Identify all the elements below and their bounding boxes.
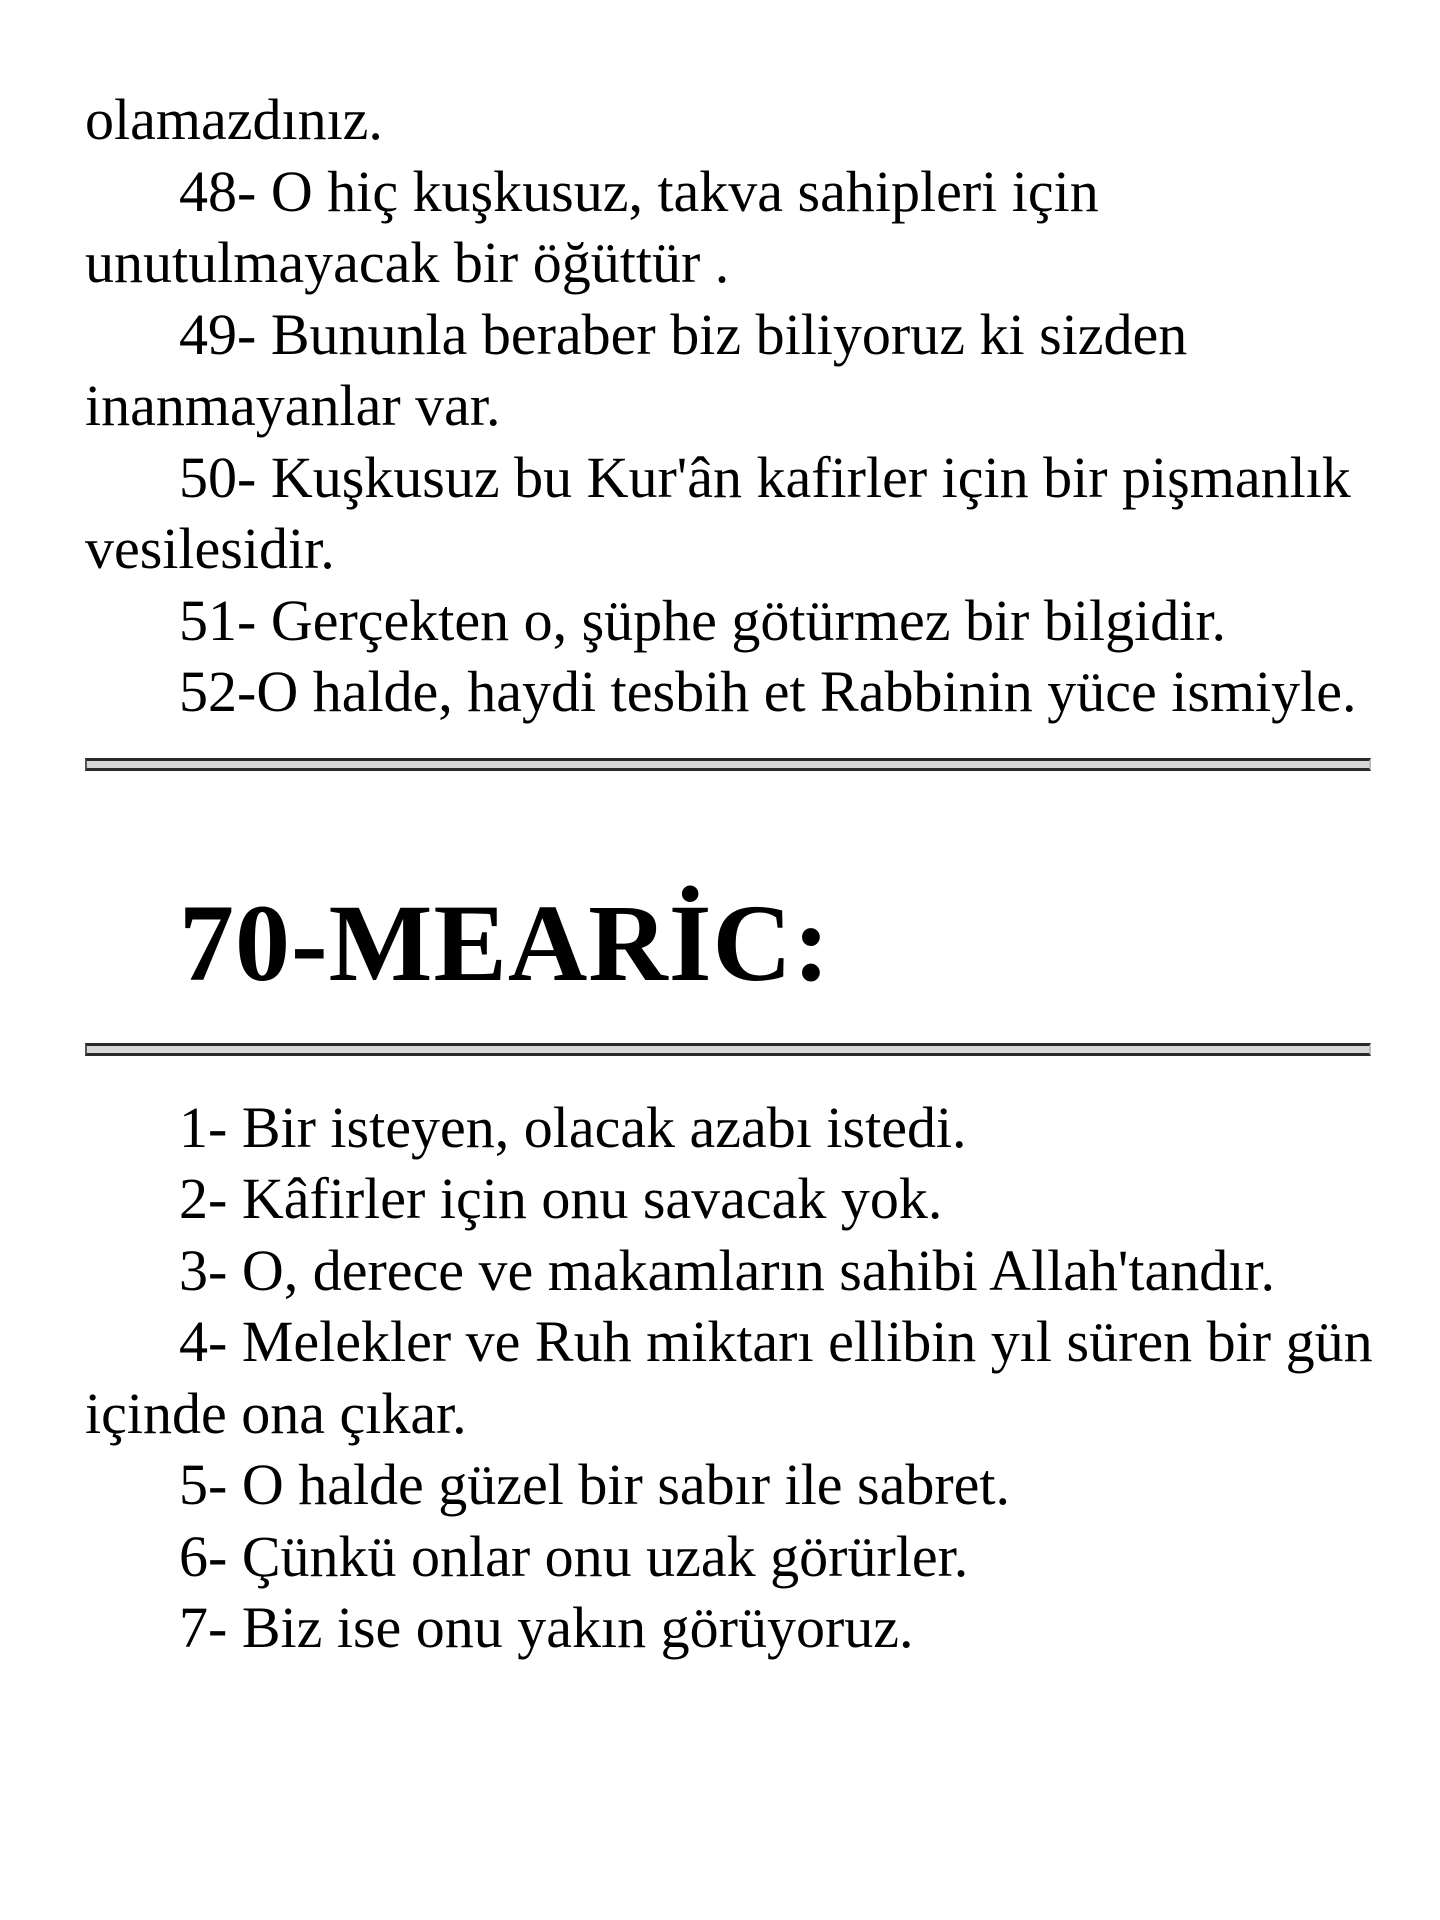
verse-51: 51- Gerçekten o, şüphe götürmez bir bilgidir. [179,587,1226,653]
horizontal-divider-bottom [85,1043,1371,1056]
verse-7: 7- Biz ise onu yakın görüyoruz. [179,1595,914,1660]
verse-49: 49- Bununla beraber biz biliyoruz ki sizden inanmayanlar var. [85,301,1188,438]
surah-verses [85,1092,1385,1664]
surah-heading: 70-MEARİC: [179,881,831,1004]
verse-3: 3- O, derece ve makamların sahibi Allah'tandır. [179,1237,1275,1303]
document-page [85,84,1385,1664]
verse-48: 48- O hiç kuşkusuz, takva sahipleri için unutulmayacak bir öğüttür . [85,158,1099,295]
verse-2: 2- Kâfirler için onu savacak yok. [179,1166,943,1231]
verse-5: 5- O halde güzel bir sabır ile sabret. [179,1452,1011,1517]
continuation-text: olamazdınız. [85,87,383,152]
verse-4: 4- Melekler ve Ruh miktarı ellibin yıl süren bir gün içinde ona çıkar. [85,1309,1373,1446]
verse-52: 52-O halde, haydi tesbih et Rabbinin yüce ismiyle. [179,659,1357,724]
verse-1: 1- Bir isteyen, olacak azabı istedi. [179,1094,967,1160]
verse-6: 6- Çünkü onlar onu uzak görürler. [179,1523,969,1589]
previous-surah-verses [85,156,1385,728]
horizontal-divider-top [85,758,1371,771]
verse-50: 50- Kuşkusuz bu Kur'ân kafirler için bir pişmanlık vesilesidir. [85,444,1351,581]
